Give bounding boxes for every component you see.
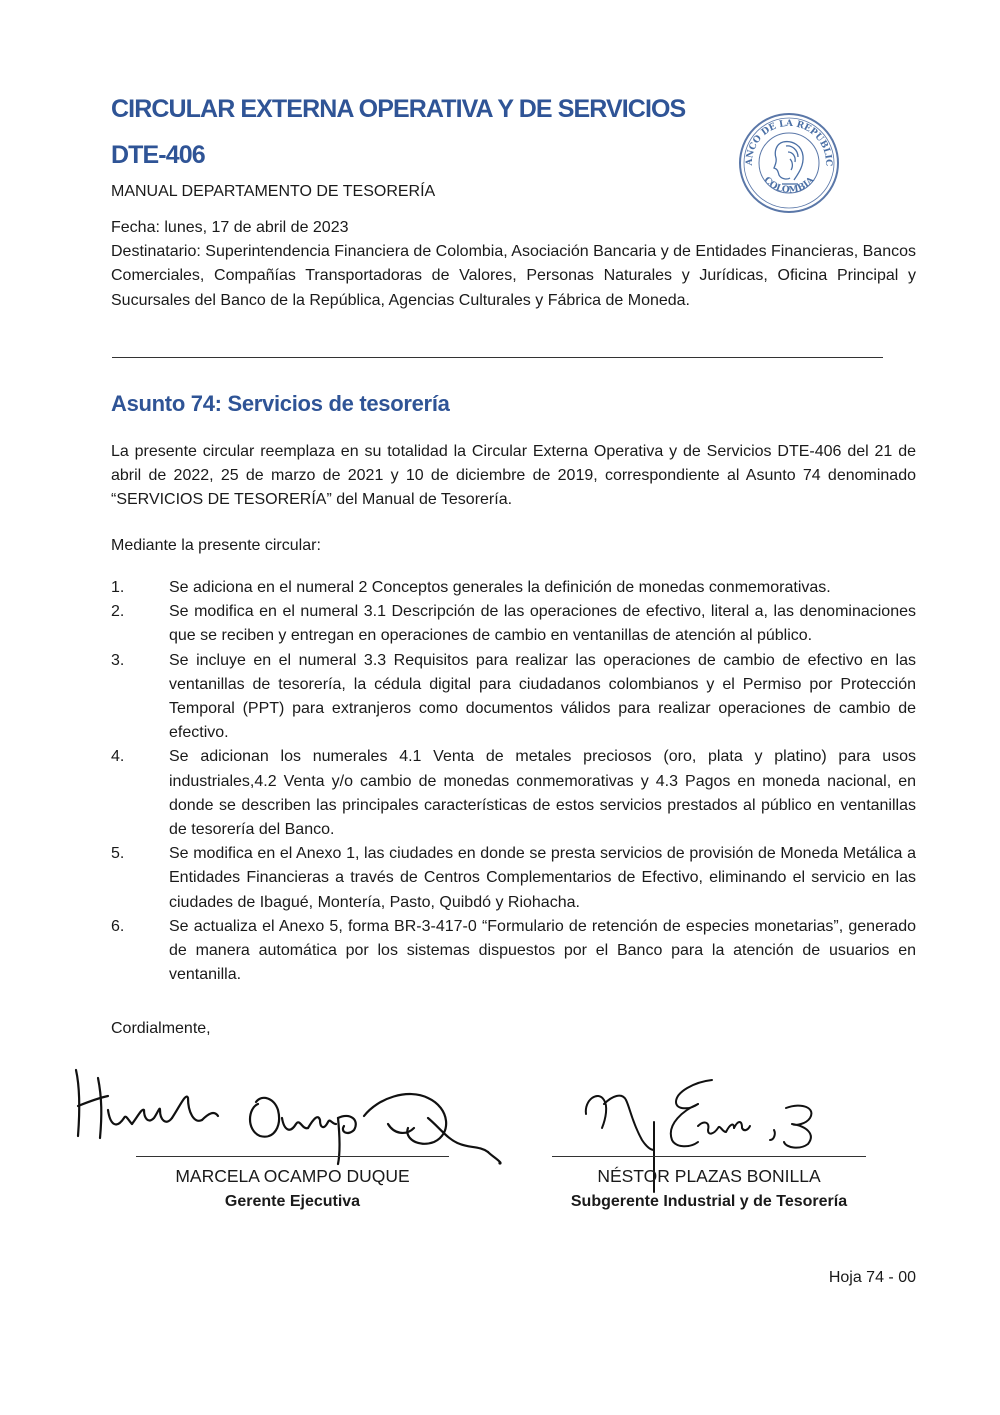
header-divider [112,357,883,358]
intro-paragraph: La presente circular reemplaza en su totalidad la Circular Externa Operativa y de Servicios DTE-406 del 21 de abril de 2022, 25 de marzo de 2021 y 10 de diciembre de 2019, correspondiente al Asunto 74 denominado “SERVICIOS DE TESORERÍA” del Manual de Tesorería. [111,443,916,509]
closing-text: Cordialmente, [111,1020,211,1037]
signer-name-1: MARCELA OCAMPO DUQUE [175,1166,410,1186]
list-item-text: Se adicionan los numerales 4.1 Venta de metales preciosos (oro, plata y platino) para usos industriales,4.2 Venta y/o cambio de monedas conmemorativas y 4.3 Pagos en moneda nacional, en donde se describen las principales características de estos servicios prestados al público en ventanillas de tesorería del Banco. [169,748,916,839]
list-item-text: Se incluye en el numeral 3.3 Requisitos para realizar las operaciones de cambio de efectivo en las ventanillas de tesorería, la cédula digital para ciudadanos colombianos y el Permiso por Protección Temporal (PPT) para extranjeros como documentos válidos para realizar operaciones de cambio de efectivo. [169,651,916,742]
list-item [111,842,916,915]
list-item-number: 1. [111,579,125,596]
list-item-text: Se modifica en el Anexo 1, las ciudades en donde se presta servicios de provisión de Moneda Metálica a Entidades Financieras a través de Centros Complementarios de Efectivo, eliminando el servicio en las ciudades de Ibagué, Montería, Pasto, Quibdó y Riohacha. [169,845,916,911]
list-item-number: 3. [111,651,125,669]
document-title-line1: CIRCULAR EXTERNA OPERATIVA Y DE SERVICIOS [111,95,686,123]
document-meta [111,216,916,313]
page-number: Hoja 74 - 00 [828,1269,916,1286]
list-item [111,576,916,600]
manual-name: MANUAL DEPARTAMENTO DE TESORERÍA [111,183,436,200]
list-item-number: 6. [111,917,125,935]
list-item-number: 4. [111,748,125,766]
signature-line-1 [136,1156,449,1157]
signer-role-2: Subgerente Industrial y de Tesorería [570,1193,848,1210]
document-recipients: Destinatario: Superintendencia Financiera de Colombia, Asociación Bancaria y de Entidades Financieras, Bancos Comerciales, Compañías Transportadoras de Valores, Personas Naturales y Jurídicas, Oficina Principal y Sucursales del Banco de la República, Agencias Culturales y Fábrica de Moneda. [111,243,916,309]
document-title-line2: DTE-406 [111,141,205,169]
seal-text-top: ANCO DE LA REPUBLIC [744,118,834,167]
banco-de-la-republica-seal-icon [738,112,840,214]
list-item [111,915,916,988]
lead-paragraph: Mediante la presente circular: [111,537,321,554]
signature-line-2 [552,1156,866,1157]
signature-mark-1 [68,1058,508,1168]
list-item-number: 2. [111,603,125,621]
list-item-text: Se actualiza el Anexo 5, forma BR-3-417-0 “Formulario de retención de especies monetarias”, generado de manera automática por los sistemas dispuestos por el Banco para la atención de usuarios en ventanilla. [169,917,916,984]
list-item [111,600,916,648]
list-item-text: Se adiciona en el numeral 2 Conceptos generales la definición de monedas conmemorativas. [169,579,831,596]
list-item [111,745,916,842]
signer-role-1: Gerente Ejecutiva [224,1193,361,1210]
seal-text-bottom: COLOMBIA [761,175,817,196]
signer-name-2: NÉSTOR PLAZAS BONILLA [597,1166,821,1186]
list-item-text: Se modifica en el numeral 3.1 Descripción de las operaciones de efectivo, literal a, las denominaciones que se reciben y entregan en operaciones de cambio en ventanillas de atención al público. [169,603,916,645]
subject-heading: Asunto 74: Servicios de tesorería [111,391,450,416]
list-item-number: 5. [111,845,125,863]
document-date: Fecha: lunes, 17 de abril de 2023 [111,219,349,236]
changes-list [111,576,916,987]
list-item [111,649,916,746]
